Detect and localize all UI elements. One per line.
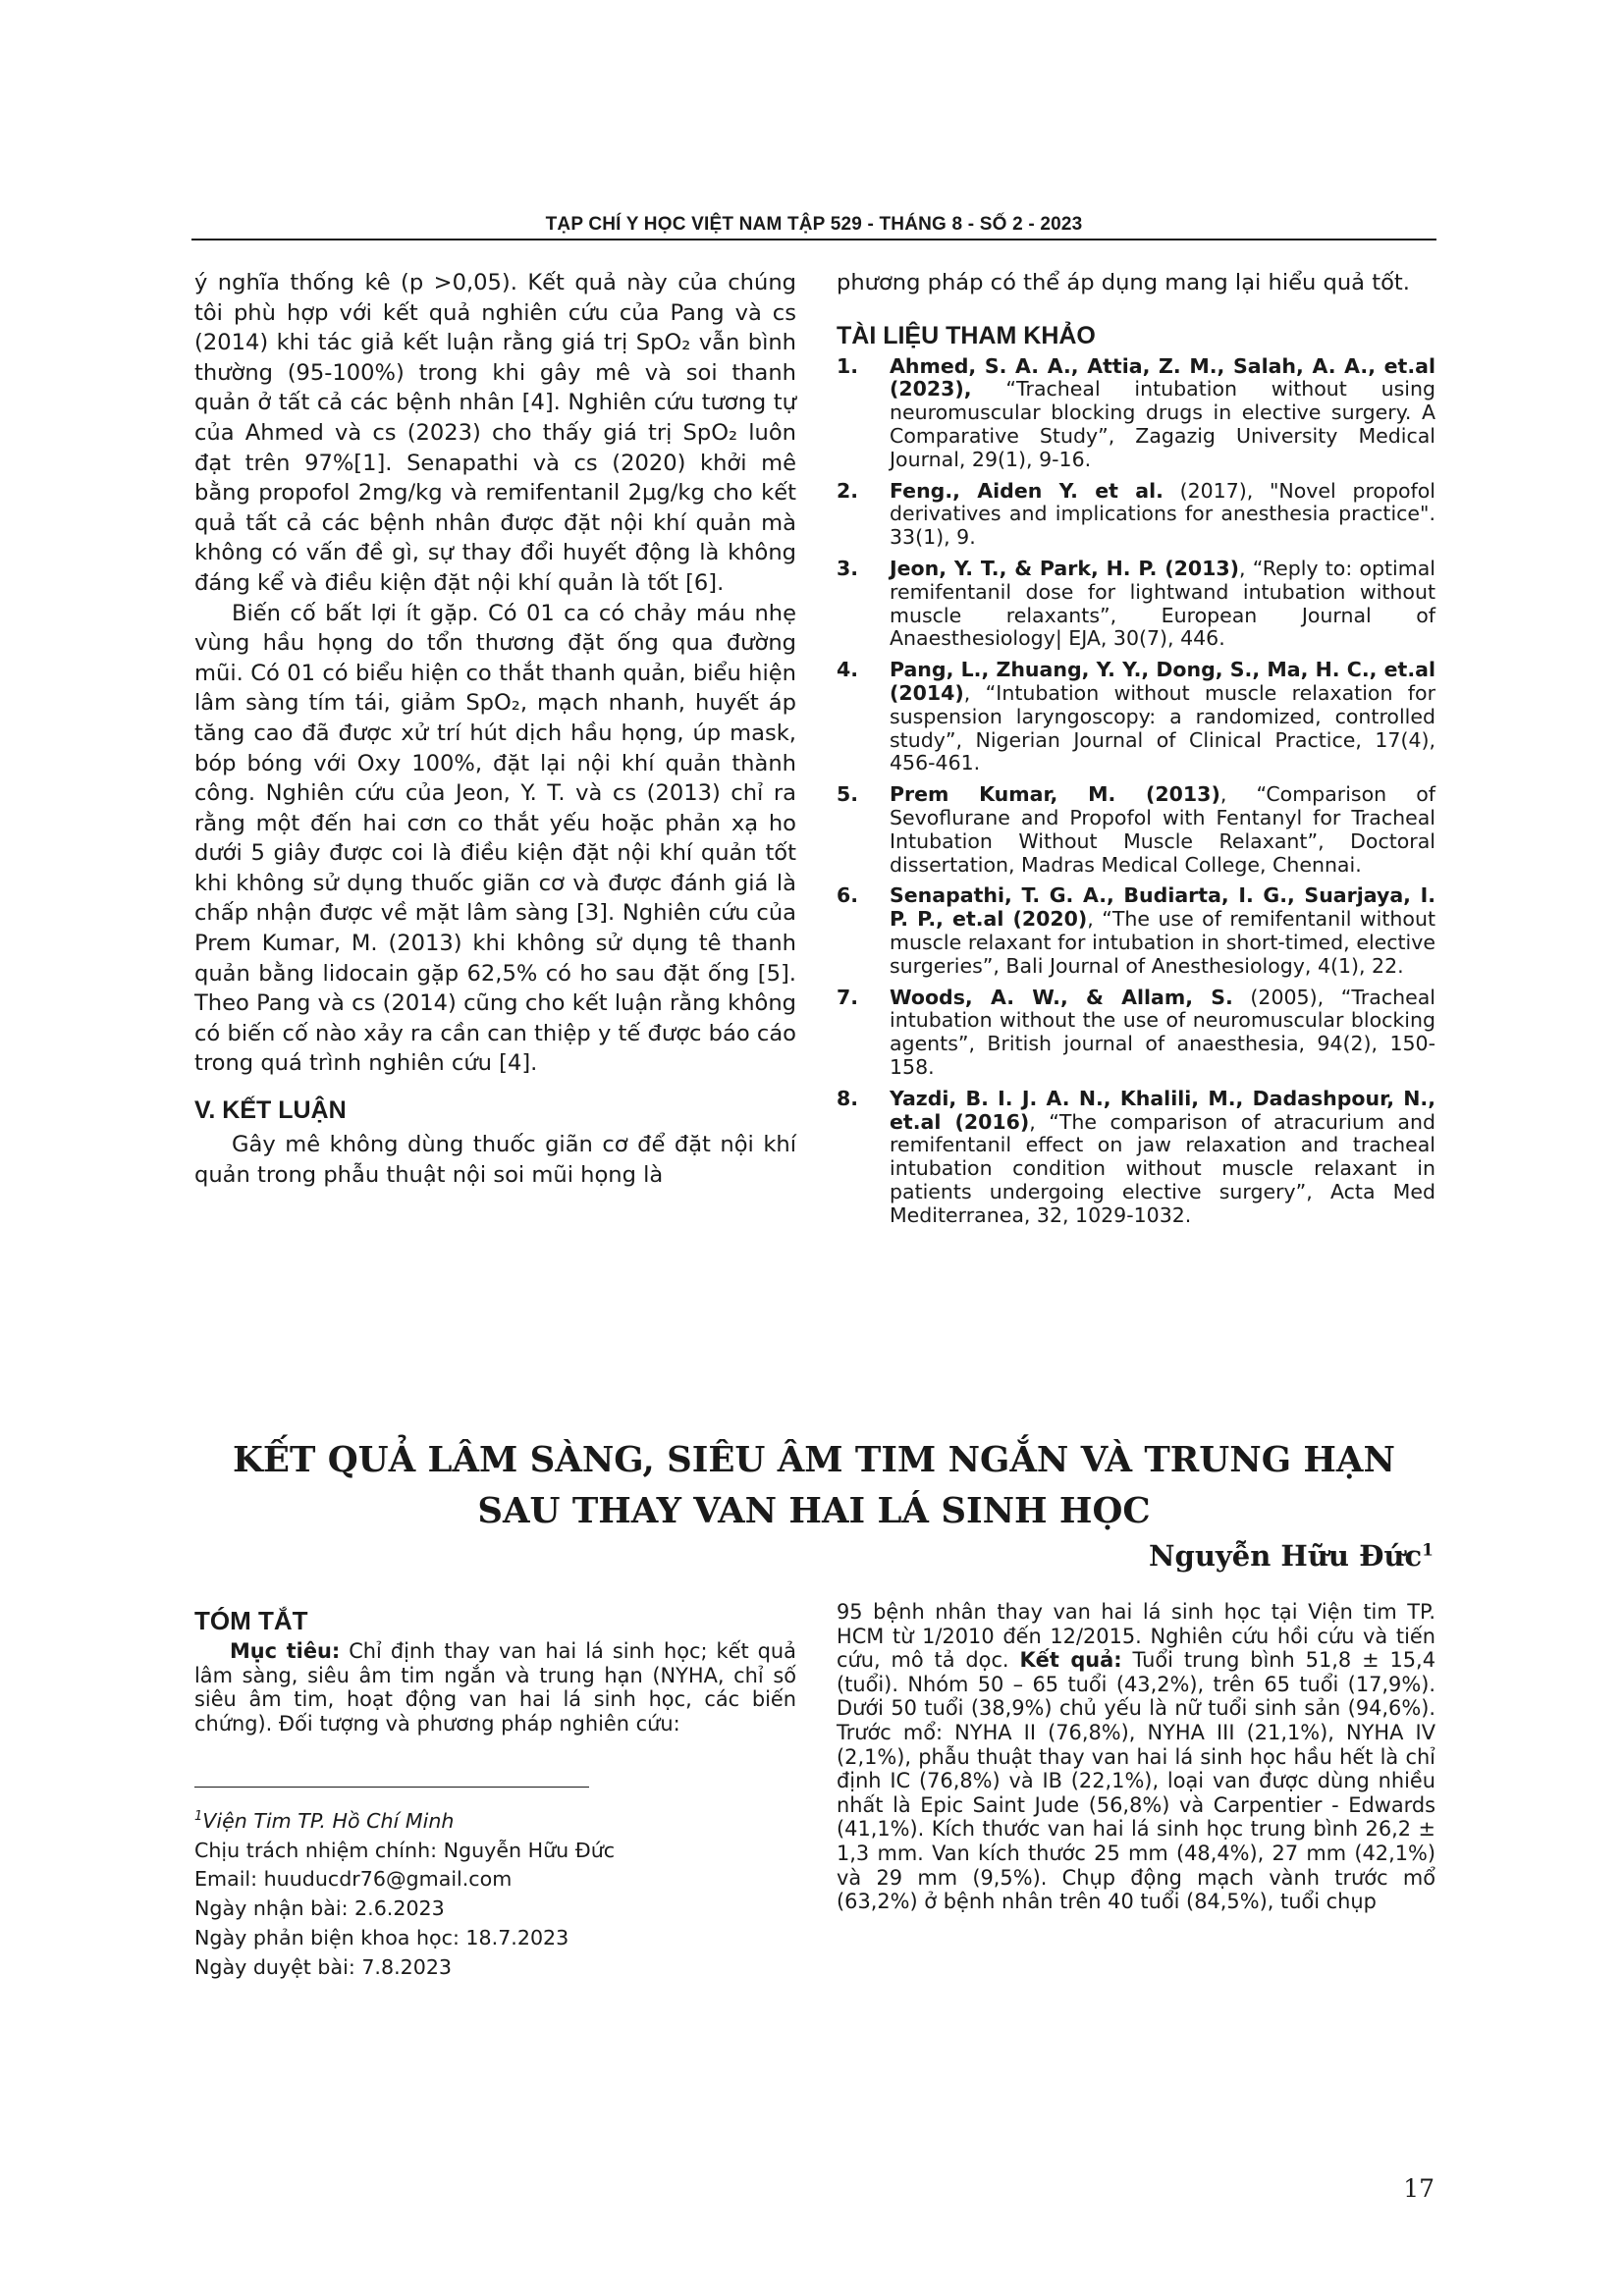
prev-article-right-column: [837, 268, 1435, 1235]
running-header: TẠP CHÍ Y HỌC VIỆT NAM TẬP 529 - THÁNG 8 - SỐ 2 - 2023: [545, 214, 1083, 235]
author-name: Nguyễn Hữu Đức: [1149, 1539, 1423, 1573]
reference-authors: Senapathi, T. G. A., Budiarta, I. G., Suarjaya, I. P. P., et.al (2020): [890, 883, 1435, 932]
reference-item: [837, 355, 1435, 472]
article-title-line: KẾT QUẢ LÂM SÀNG, SIÊU ÂM TIM NGẮN VÀ TRUNG HẠN: [233, 1440, 1395, 1480]
reference-number: 2.: [837, 478, 859, 503]
header-rule: [191, 239, 1436, 240]
reference-number: 7.: [837, 985, 859, 1009]
abstract-label-objective: Mục tiêu:: [230, 1639, 341, 1663]
abstract-paragraph: [194, 1639, 796, 1735]
reference-text: , “The use of remifentanil without muscle relaxant for intubation in short-timed, elective surgeries”, Bali Journal of Anesthesiology, 4(1), 22.: [890, 907, 1435, 978]
reference-item: [837, 659, 1435, 775]
reference-number: 4.: [837, 658, 859, 682]
footnote-affiliation: [194, 1802, 796, 1837]
article-title-line: SAU THAY VAN HAI LÁ SINH HỌC: [477, 1491, 1151, 1531]
prev-article-left-column: [194, 268, 796, 1190]
author-affiliation-mark: 1: [1422, 1540, 1434, 1561]
conclusion-paragraph: Gây mê không dùng thuốc giãn cơ để đặt nội khí quản trong phẫu thuật nội soi mũi họng là: [194, 1132, 796, 1188]
reference-item: [837, 480, 1435, 550]
abstract-right-column: [837, 1600, 1435, 1914]
abstract-text: 95 bệnh nhân thay van hai lá sinh học tại Viện tim TP. HCM từ 1/2010 đến 12/2015. Nghiên cứu hồi cứu và tiến cứu, mô tả dọc.: [837, 1600, 1435, 1673]
reference-authors: Feng., Aiden Y. et al.: [890, 478, 1164, 503]
footnote-received: Ngày nhận bài: 2.6.2023: [194, 1896, 445, 1921]
affiliation-mark: 1: [194, 1809, 203, 1824]
conclusion-heading: V. KẾT LUẬN: [194, 1096, 347, 1125]
page-number: 17: [1403, 2174, 1435, 2203]
reference-list: [837, 355, 1435, 1228]
reference-number: 3.: [837, 556, 859, 580]
reference-text: , “The comparison of atracurium and remifentanil effect on jaw relaxation and tracheal intubation condition without muscle relaxant in patients undergoing elective surgery”, Acta Med Mediterranea, 32, 1029-1032.: [890, 1109, 1435, 1227]
footnote-responsible: Chịu trách nhiệm chính: Nguyễn Hữu Đức: [194, 1838, 616, 1862]
abstract-paragraph: [837, 1600, 1435, 1914]
reference-item: [837, 1088, 1435, 1228]
reference-item: [837, 783, 1435, 877]
reference-text: “Tracheal intubation without using neuromuscular blocking drugs in elective surgery. A Comparative Study”, Zagazig University Medical Journal, 29(1), 9-16.: [890, 377, 1435, 471]
reference-item: [837, 884, 1435, 978]
reference-number: 8.: [837, 1086, 859, 1110]
article-title: [191, 1435, 1436, 1537]
reference-authors: Jeon, Y. T., & Park, H. P. (2013): [890, 556, 1240, 580]
discussion-paragraph: Biến cố bất lợi ít gặp. Có 01 ca có chảy máu nhẹ vùng hầu họng do tổn thương đặt ống qua đường mũi. Có 01 có biểu hiện co thắt thanh quản, biểu hiện lâm sàng tím tái, giảm SpO₂, mạch nhanh, huyết áp tăng cao đã được xử trí hút dịch hầu họng, úp mask, bóp bóng với Oxy 100%, đặt lại nội khí quản thành công. Nghiên cứu của Jeon, Y. T. và cs (2013) chỉ ra rằng một đến hai cơn co thắt yếu hoặc phản xạ ho dưới 5 giây được coi là điều kiện đặt nội khí quản tốt khi không sử dụng thuốc giãn cơ và được đánh giá là chấp nhận được về mặt lâm sàng [3]. Nghiên cứu của Prem Kumar, M. (2013) khi không sử dụng tê thanh quản bằng lidocain gặp 62,5% có ho sau đặt ống [5]. Theo Pang và cs (2014) cũng cho kết luận rằng không có biến cố nào xảy ra cần can thiệp y tế được báo cáo trong quá trình nghiên cứu [4].: [194, 600, 796, 1077]
reference-authors: Yazdi, B. I. J. A. N., Khalili, M., Dadashpour, N., et.al (2016): [890, 1086, 1435, 1134]
footnotes: [194, 1802, 796, 1983]
reference-number: 5.: [837, 782, 859, 807]
reference-number: 1.: [837, 353, 859, 378]
reference-text: (2017), "Novel propofol derivatives and implications for anesthesia practice". 33(1), 9.: [890, 478, 1435, 550]
footnote-approved: Ngày duyệt bài: 7.8.2023: [194, 1954, 453, 1979]
reference-authors: Prem Kumar, M. (2013): [890, 782, 1220, 807]
discussion-paragraph: ý nghĩa thống kê (p >0,05). Kết quả này của chúng tôi phù hợp với kết quả nghiên cứu của Pang và cs (2014) khi tác giả kết luận rằng giá trị SpO₂ vẫn bình thường (95-100%) trong khi gây mê và soi thanh quản ở tất cả các bệnh nhân [4]. Nghiên cứu tương tự của Ahmed và cs (2023) cho thấy giá trị SpO₂ luôn đạt trên 97%[1]. Senapathi và cs (2020) khởi mê bằng propofol 2mg/kg và remifentanil 2µg/kg cho kết quả tất cả các bệnh nhân được đặt nội khí quản mà không có vấn đề gì, sự thay đổi huyết động là không đáng kể và điều kiện đặt nội khí quản là tốt [6].: [194, 270, 796, 596]
reference-text: , “Intubation without muscle relaxation for suspension laryngoscopy: a randomized, controlled study”, Nigerian Journal of Clinical Practice, 17(4), 456-461.: [890, 680, 1435, 775]
abstract-text: Chỉ định thay van hai lá sinh học; kết quả lâm sàng, siêu âm tim ngắn và trung hạn (NYHA, chỉ số siêu âm tim, hoạt động van hai lá sinh học, các biến chứng). Đối tượng và phương pháp nghiên cứu:: [194, 1639, 796, 1735]
footnote-email: Email: huuducdr76@gmail.com: [194, 1867, 513, 1892]
reference-item: [837, 987, 1435, 1080]
abstract-label-results: Kết quả:: [1019, 1648, 1122, 1673]
affiliation-text: Viện Tim TP. Hồ Chí Minh: [202, 1808, 455, 1833]
references-heading: TÀI LIỆU THAM KHẢO: [837, 321, 1096, 349]
footnote-reviewed: Ngày phản biện khoa học: 18.7.2023: [194, 1926, 569, 1950]
reference-text: (2005), “Tracheal intubation without the use of neuromuscular blocking agents”, British journal of anaesthesia, 94(2), 150-158.: [890, 985, 1435, 1079]
reference-item: [837, 558, 1435, 651]
reference-number: 6.: [837, 883, 859, 908]
abstract-heading: TÓM TẮT: [194, 1606, 308, 1635]
reference-text: , “Comparison of Sevoflurane and Propofol with Fentanyl for Tracheal Intubation Without Muscle Relaxant”, Doctoral dissertation, Madras Medical College, Chennai.: [890, 782, 1435, 877]
reference-authors: Ahmed, S. A. A., Attia, Z. M., Salah, A. A., et.al (2023),: [890, 353, 1435, 401]
abstract-text: Tuổi trung bình 51,8 ± 15,4 (tuổi). Nhóm 50 – 65 tuổi (43,2%), trên 65 tuổi (17,9%). Dưới 50 tuổi (38,9%) chủ yếu là nữ tuổi sinh sản (94,6%). Trước mổ: NYHA II (76,8%), NYHA III (21,1%), NYHA IV (2,1%), phẫu thuật thay van hai lá sinh học hầu hết là chỉ định IC (76,8%) và IB (22,1%), loại van được dùng nhiều nhất là Epic Saint Jude (56,8%) và Carpentier - Edwards (41,1%). Kích thước van hai lá sinh học trung bình 26,2 ± 1,3 mm. Van kích thước 25 mm (48,4%), 27 mm (42,1%) và 29 mm (9,5%). Chụp động mạch vành trước mổ (63,2%) ở bệnh nhân trên 40 tuổi (84,5%), tuổi chụp: [837, 1648, 1435, 1914]
footnote-rule: [194, 1787, 589, 1788]
reference-text: , “Reply to: optimal remifentanil dose for lightwand intubation without muscle relaxants”, European Journal of Anaesthesiology| EJA, 30(7), 446.: [890, 556, 1435, 651]
reference-authors: Woods, A. W., & Allam, S.: [890, 985, 1233, 1009]
conclusion-continued: phương pháp có thể áp dụng mang lại hiểu quả tốt.: [837, 270, 1410, 295]
abstract-left-column: [194, 1604, 796, 1735]
reference-authors: Pang, L., Zhuang, Y. Y., Dong, S., Ma, H. C., et.al (2014): [890, 658, 1435, 705]
article-author: [1149, 1539, 1434, 1573]
